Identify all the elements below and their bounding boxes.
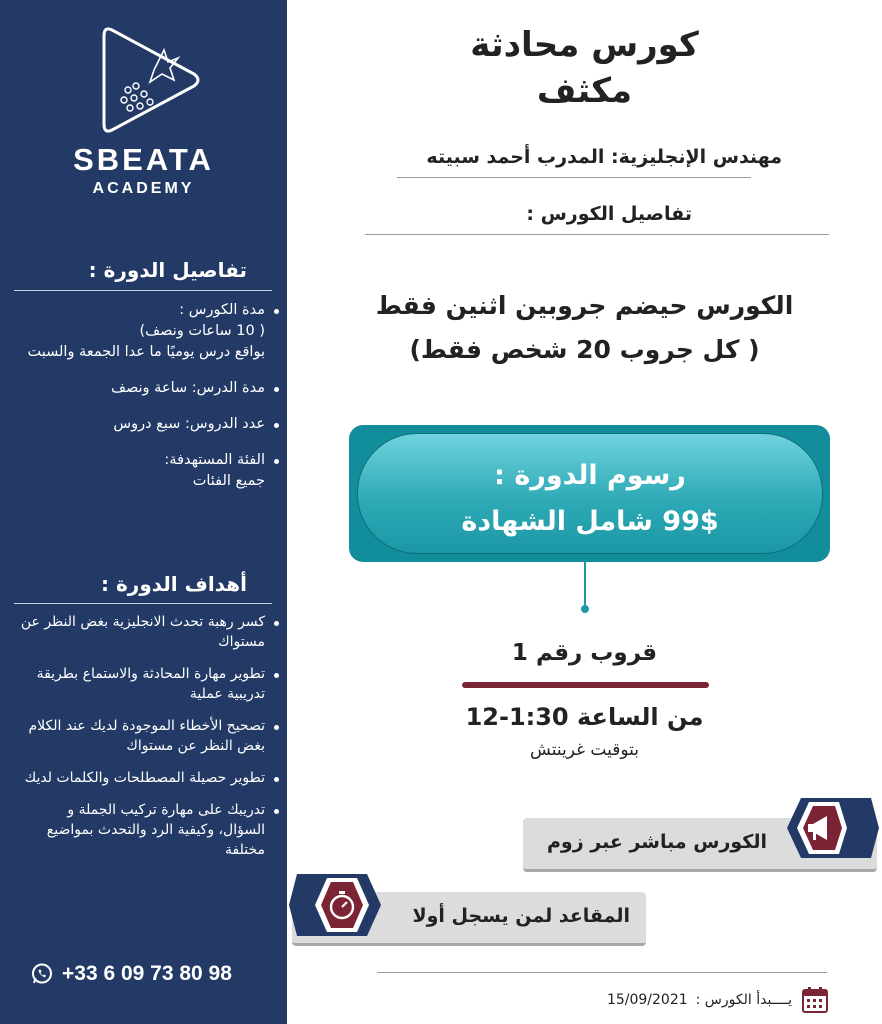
phone-contact[interactable] [30,962,270,986]
connector-line [584,562,586,608]
divider [14,603,272,604]
list-item: عدد الدروس: سبع دروس [17,414,279,435]
list-item: الفئة المستهدفة: جميع الفئات [17,450,279,492]
list-item: تدريبك على مهارة تركيب الجملة و السؤال، وكيفية الرد والتحدث بمواضيع مختلفة [17,800,279,860]
stopwatch-icon [287,872,387,938]
fee-heading: رسوم الدورة : [494,460,686,491]
group-underline [462,682,709,688]
list-item: كسر رهبة تحدث الانجليزية بغض النظر عن مستواك [17,612,279,652]
course-start [607,985,830,1015]
course-details-list [17,300,279,507]
group-label: قروب رقم 1 [511,640,658,666]
logo-icon [98,22,208,138]
list-item: تطوير حصيلة المصطلحات والكلمات لديك [17,768,279,788]
list-item: تصحيح الأخطاء الموجودة لديك عند الكلام بغض النظر عن مستواك [17,716,279,756]
megaphone-icon [783,796,881,860]
list-item: مدة الكورس : ( 10 ساعات ونصف) بواقع درس يوميًا ما عدا الجمعة والسبت [17,300,279,363]
timezone-note: بتوقيت غرينتش [530,740,639,760]
phone-number: +33 6 09 73 80 98 [62,962,232,985]
connector-dot [581,605,589,613]
list-item: تطوير مهارة المحادثة والاستماع بطريقة تدريبية عملية [17,664,279,704]
divider [365,234,829,235]
start-date: 15/09/2021 [606,992,688,1008]
sidebar [0,0,287,1024]
divider [397,177,751,178]
calendar-icon [800,985,830,1015]
main-content [287,0,882,1024]
whatsapp-icon [30,962,54,986]
divider [377,972,827,973]
course-info-heading: تفاصيل الكورس : [526,203,692,225]
fee-banner [349,425,830,562]
brand-name: SBEATA [73,142,214,177]
start-label: يــــبدأ الكورس : [695,992,792,1008]
page-title: كورس محادثة مكثف [470,25,699,111]
zoom-info-text: الكورس مباشر عبر زوم [547,831,767,853]
divider [14,290,272,291]
course-details-heading: تفاصيل الدورة : [88,258,247,282]
session-time: من الساعة 1:30-12 [465,703,704,731]
groups-info: الكورس حيضم جروبين اثنين فقط ( كل جروب 20 شخص فقط) [375,291,794,364]
seats-info-text: المقاعد لمن يسجل أولا [412,905,630,927]
trainer-line: مهندس الإنجليزية: المدرب أحمد سبيته [426,146,782,168]
fee-amount: 99$ شامل الشهادة [461,506,719,537]
brand-subtitle: ACADEMY [92,180,195,197]
fee-pill [357,433,823,554]
course-goals-list [17,612,279,872]
course-goals-heading: أهداف الدورة : [101,572,247,596]
list-item: مدة الدرس: ساعة ونصف [17,378,279,399]
